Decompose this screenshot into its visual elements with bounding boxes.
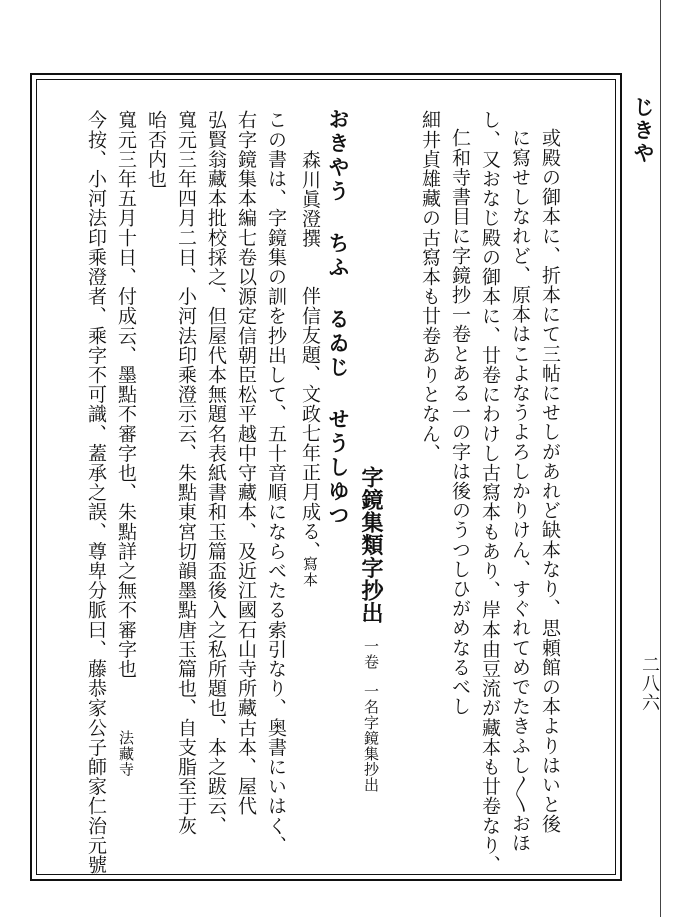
- entry-heading: [360, 466, 382, 793]
- entry-copy-note: 寫本: [301, 556, 319, 588]
- body-column-2: 右字鏡集本編七卷以源定信朝臣松平越中守藏本、及近江國石山寺所藏古本、屋代: [235, 110, 257, 816]
- text-column-1: 或殿の御本に、折本にて三帖にせしがあれど缺本なり、思頼館の本よりはいと後: [539, 128, 561, 834]
- text-column-4: 仁和寺書目に字鏡抄一卷とある一の字は後のうつしひがめなるべし: [449, 128, 471, 716]
- entry-alt-name: 一名字鏡集抄出: [362, 683, 380, 793]
- entry-author: 森川眞澄撰: [299, 150, 321, 248]
- text-column-2: に寫せしなれど、原本はこよなうよろしかりけん、すぐれてめでたきふし〳〵おほ: [509, 128, 531, 853]
- body-column-5: 咍否内也: [145, 110, 167, 189]
- text-column-3: し、又おなじ殿の御本に、廿卷にわけし古寫本もあり、岸本由豆流が藏本も廿卷なり、: [479, 110, 501, 875]
- entry-kana-reading: おきやう ちふ るゐじ せうしゆつ: [326, 108, 351, 528]
- body-column-7: 今按、小河法印乘澄者、乘字不可識、蓋承之誤、尊卑分脈曰、藤恭家公子師家仁治元號: [85, 110, 107, 875]
- body-column-4: 寬元三年四月二日、小河法印乘澄示云、朱點東宮切韻墨點唐玉篇也、自支脂至于灰: [175, 110, 197, 836]
- body-column-6: 寬元三年五月十日、付成云、墨點不審字也、朱點詳之無不審字也: [115, 110, 137, 679]
- entry-title: 字鏡集類字抄出: [358, 466, 384, 625]
- body-column-1: この書は、字鏡集の訓を抄出して、五十音順にならべたる索引なり、奥書にいはく、: [265, 110, 287, 855]
- running-title: じきや: [631, 96, 656, 165]
- text-column-5: 細井貞雄藏の古寫本も廿卷ありとなん、: [419, 110, 441, 463]
- entry-volumes: 一卷: [362, 638, 380, 670]
- page-edge-rule: [660, 0, 661, 917]
- body-column-6-suffix: 法藏寺: [117, 730, 135, 777]
- page-number: 二八六: [639, 655, 660, 712]
- body-column-3: 弘賢翁藏本批校採之、但屋代本無題名表紙書和玉篇盃後入之私所題也、本之跋云、: [205, 110, 227, 836]
- entry-date-line: 伴信友題、文政七年正月成る、: [299, 286, 321, 561]
